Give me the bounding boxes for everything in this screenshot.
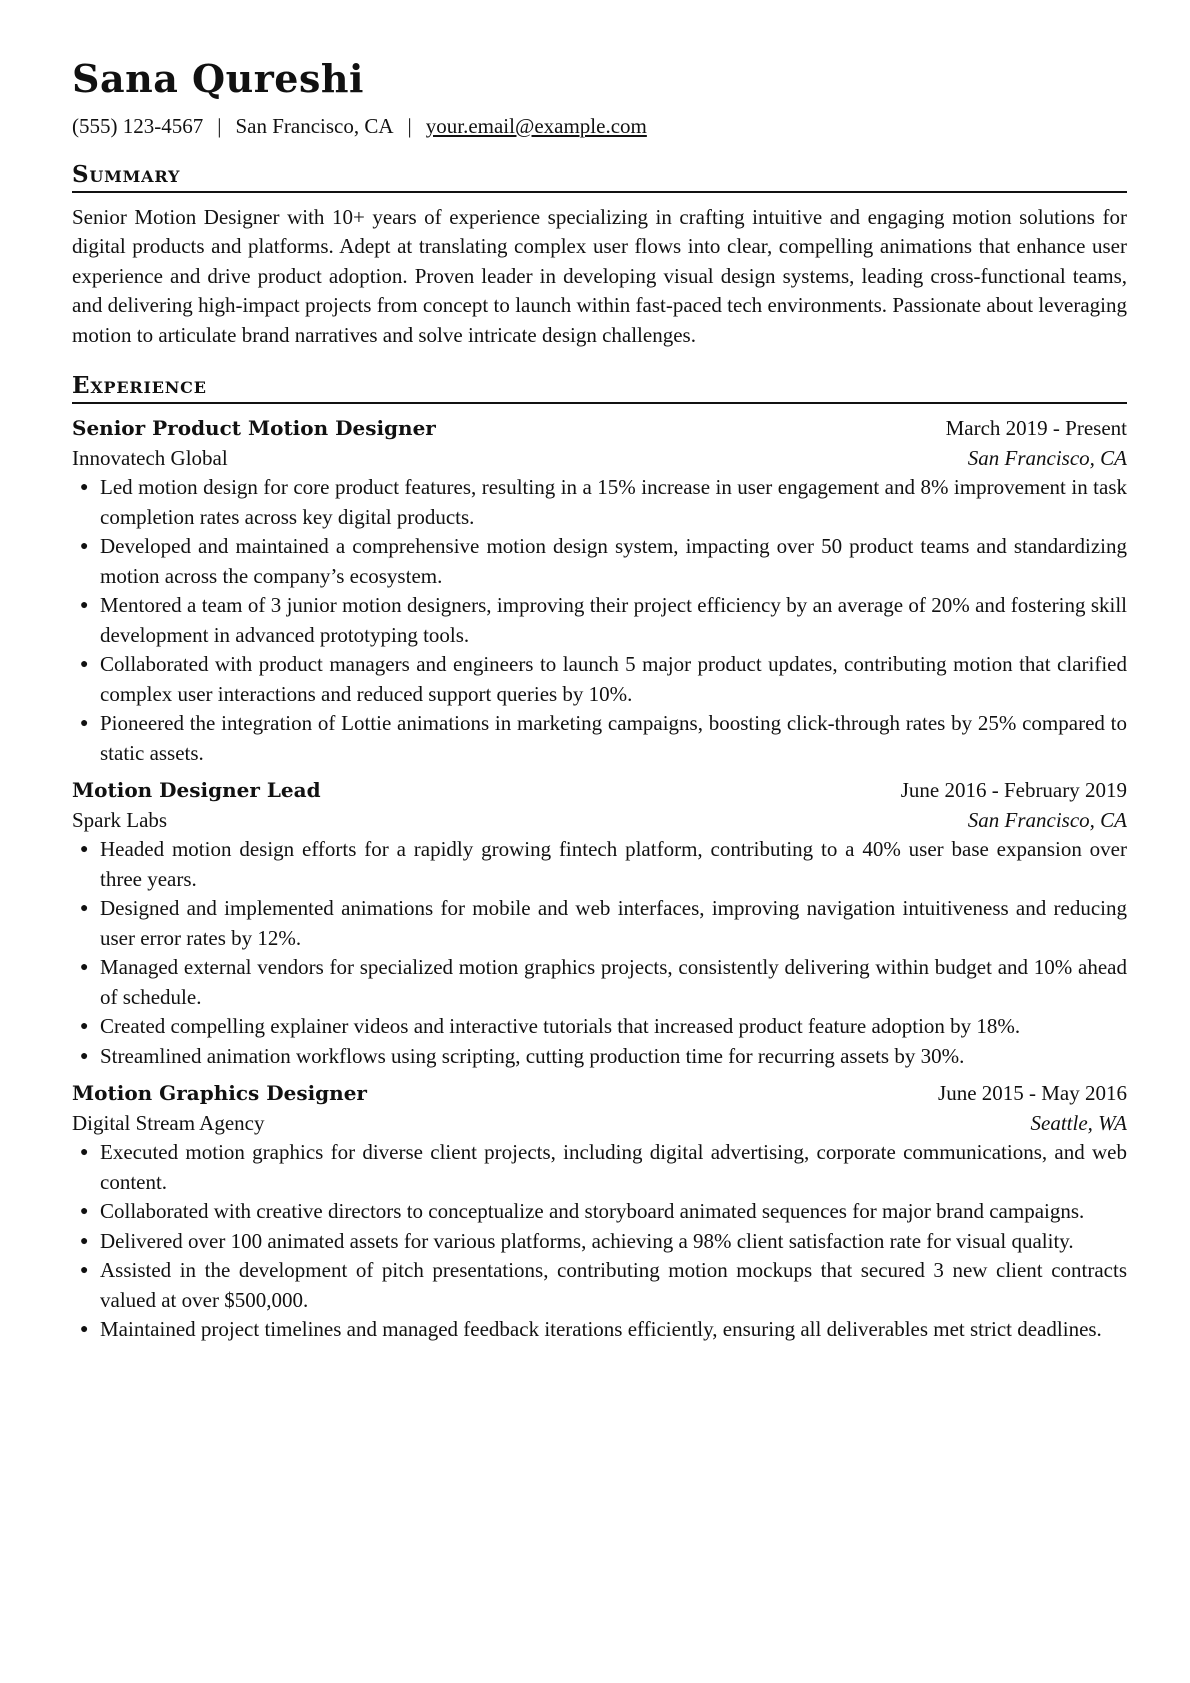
bullet-icon: ● xyxy=(80,1322,89,1338)
contact-separator: | xyxy=(217,113,222,138)
bullet-icon: ● xyxy=(80,1233,89,1249)
bullet-icon: ● xyxy=(80,657,89,673)
job-company: Spark Labs xyxy=(72,807,168,832)
bullet-icon: ● xyxy=(80,1048,89,1064)
contact-separator: | xyxy=(407,113,412,138)
job-title-row xyxy=(72,414,1127,444)
list-item: ● Maintained project timelines and managed feedback iterations efficiently, ensuring all deliverables met strict deadlines. xyxy=(72,1315,1127,1345)
list-item: ● Collaborated with creative directors to conceptualize and storyboard animated sequences for major brand campaigns. xyxy=(72,1197,1127,1227)
list-item: ● Assisted in the development of pitch presentations, contributing motion mockups that secured 3 new client contracts valued at over $500,000. xyxy=(80,1258,1127,1312)
summary-text: Senior Motion Designer with 10+ years of experience specializing in crafting intuitive and engaging motion solutions for digital products and platforms. Adept at translating complex user flows into clear, compelling animations that enhance user experience and drive product adoption. Proven leader in developing visual design systems, leading cross-functional teams, and delivering high-impact projects from concept to launch within fast-paced tech environments. Passionate about leveraging motion to articulate brand narratives and solve intricate design challenges. xyxy=(72,204,1127,347)
resume-page xyxy=(72,58,1127,1345)
bullet-icon: ● xyxy=(80,480,89,496)
bullet-icon: ● xyxy=(80,1263,89,1279)
bullet-icon: ● xyxy=(80,960,89,976)
job-company-row xyxy=(72,806,1127,836)
phone-number: (555) 123-4567 xyxy=(72,113,204,138)
experience-section xyxy=(72,372,1127,1345)
email-link[interactable]: your.email@example.com xyxy=(425,113,647,138)
candidate-name: Sana Qureshi xyxy=(72,56,364,101)
job-location: San Francisco, CA xyxy=(967,445,1127,470)
job-title: Motion Designer Lead xyxy=(72,778,321,803)
job-dates: June 2015 - May 2016 xyxy=(938,1081,1127,1106)
experience-heading: Experience xyxy=(72,372,1127,404)
list-item: ● Managed external vendors for specialized motion graphics projects, consistently delivering within budget and 10% ahead of schedule. xyxy=(80,955,1127,1009)
job-bullets xyxy=(72,835,1127,1071)
job-title: Motion Graphics Designer xyxy=(72,1081,367,1106)
bullet-icon: ● xyxy=(80,1204,89,1220)
job-company: Digital Stream Agency xyxy=(72,1110,265,1135)
job-bullets xyxy=(72,473,1127,768)
summary-section xyxy=(72,161,1127,351)
list-item: ● Created compelling explainer videos and interactive tutorials that increased product feature adoption by 18%. xyxy=(72,1012,1127,1042)
bullet-icon: ● xyxy=(80,901,89,917)
list-item: ● Collaborated with product managers and engineers to launch 5 major product updates, contributing motion that clarified complex user interactions and reduced support queries by 10%. xyxy=(80,652,1127,706)
job-title-row xyxy=(72,1079,1127,1109)
job-entry xyxy=(72,414,1127,768)
job-company-row xyxy=(72,444,1127,474)
job-title: Senior Product Motion Designer xyxy=(72,416,436,441)
contact-line xyxy=(72,114,1127,139)
list-item: ● Mentored a team of 3 junior motion designers, improving their project efficiency by an average of 20% and fostering skill development in advanced prototyping tools. xyxy=(80,593,1127,647)
list-item: ● Streamlined animation workflows using scripting, cutting production time for recurring assets by 30%. xyxy=(72,1042,1127,1072)
bullet-icon: ● xyxy=(80,539,89,555)
job-dates: March 2019 - Present xyxy=(945,416,1127,441)
job-location: San Francisco, CA xyxy=(967,807,1127,832)
job-location: Seattle, WA xyxy=(1030,1110,1127,1135)
list-item: ● Executed motion graphics for diverse client projects, including digital advertising, corporate communications, and web content. xyxy=(80,1140,1127,1194)
location-text: San Francisco, CA xyxy=(235,113,394,138)
list-item: ● Designed and implemented animations for mobile and web interfaces, improving navigation intuitiveness and reducing user error rates by 12%. xyxy=(80,896,1127,950)
bullet-icon: ● xyxy=(80,842,89,858)
job-entry xyxy=(72,776,1127,1071)
list-item: ● Led motion design for core product features, resulting in a 15% increase in user engagement and 8% improvement in task completion rates across key digital products. xyxy=(80,475,1127,529)
bullet-icon: ● xyxy=(80,598,89,614)
bullet-icon: ● xyxy=(80,1019,89,1035)
summary-heading: Summary xyxy=(72,161,1127,193)
job-title-row xyxy=(72,776,1127,806)
job-entry xyxy=(72,1079,1127,1345)
job-dates: June 2016 - February 2019 xyxy=(900,778,1127,803)
bullet-icon: ● xyxy=(80,716,89,732)
bullet-icon: ● xyxy=(80,1145,89,1161)
job-company-row xyxy=(72,1109,1127,1139)
list-item: ● Developed and maintained a comprehensive motion design system, impacting over 50 product teams and standardizing motion across the company’s ecosystem. xyxy=(80,534,1127,588)
job-company: Innovatech Global xyxy=(72,445,228,470)
list-item: ● Delivered over 100 animated assets for various platforms, achieving a 98% client satisfaction rate for visual quality. xyxy=(72,1227,1127,1257)
list-item: ● Pioneered the integration of Lottie animations in marketing campaigns, boosting click-through rates by 25% compared to static assets. xyxy=(80,711,1127,765)
list-item: ● Headed motion design efforts for a rapidly growing fintech platform, contributing to a 40% user base expansion over three years. xyxy=(80,837,1127,891)
job-bullets xyxy=(72,1138,1127,1345)
